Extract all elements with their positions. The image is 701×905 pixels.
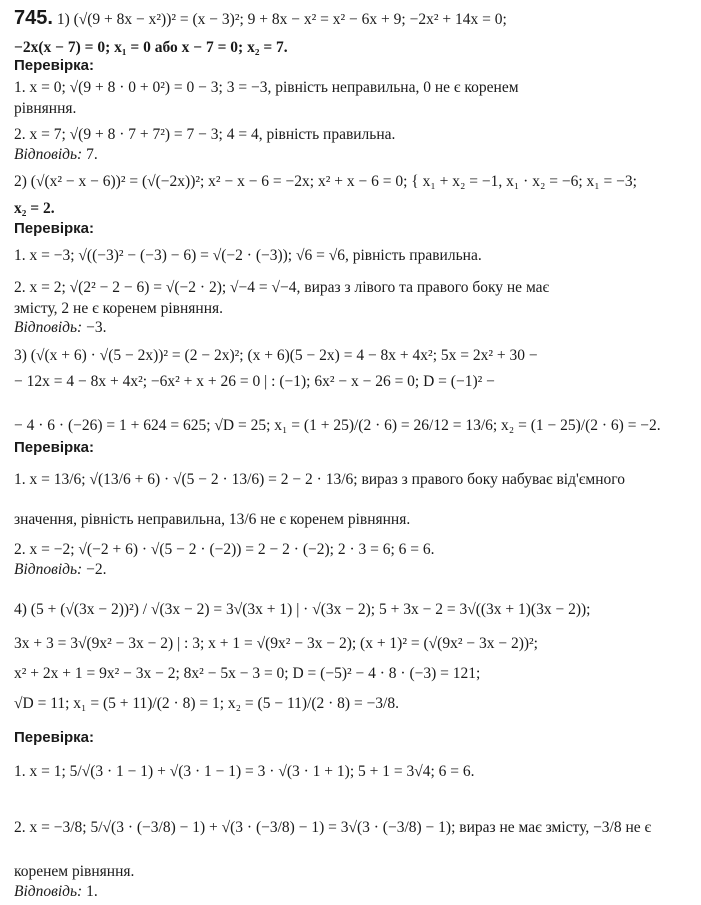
line-11: [14, 246, 687, 266]
line-4: [14, 78, 687, 98]
line-16: [14, 372, 687, 392]
line-17: [14, 416, 687, 436]
equation-text: 2. x = −2; √(−2 + 6) · √(5 − 2 · (−2)) = 2 − 2 · (−2); 2 · 3 = 6; 6 = 6.: [14, 541, 435, 558]
equation-text: 2. x = 2; √(2² − 2 − 6) = √(−2 · 2); √−4 = √−4, вираз з лівого та правого боку не має: [14, 279, 550, 296]
line-3: [14, 56, 687, 76]
equation-text: 1) (√(9 + 8x − x²))² = (x − 3)²; 9 + 8x − x² = x² − 6x + 9; −2x² + 14x = 0;: [52, 11, 507, 28]
equation-text: 1. x = 0; √(9 + 8 · 0 + 0²) = 0 − 3; 3 = −3, рівність неправильна, 0 не є коренем: [14, 79, 519, 96]
problem-number: 745.: [14, 8, 53, 29]
equation-text: 3x + 3 = 3√(9x² − 3x − 2) | : 3; x + 1 = √(9x² − 3x − 2); (x + 1)² = (√(9x² − 3x − 2))²;: [14, 635, 538, 652]
equation-text: x² + 2x + 1 = 9x² − 3x − 2; 8x² − 5x − 3 = 0; D = (−5)² − 4 · 8 · (−3) = 121;: [14, 665, 481, 682]
equation-text: 3) (√(x + 6) · √(5 − 2x))² = (2 − 2x)²; (x + 6)(5 − 2x) = 4 − 8x + 4x²; 5x = 2x² + 30 −: [14, 347, 538, 364]
answer-value: 7.: [82, 146, 98, 163]
equation-text: значення, рівність неправильна, 13/6 не є коренем рівняння.: [14, 511, 411, 528]
check-label: Перевірка:: [14, 729, 95, 746]
equation-text: 2. x = 7; √(9 + 8 · 7 + 7²) = 7 − 3; 4 = 4, рівність правильна.: [14, 126, 396, 143]
line-9: [14, 199, 687, 219]
line-5: [14, 99, 687, 119]
line-15: [14, 346, 687, 366]
answer-label: Відповідь:: [14, 319, 83, 336]
answer-label: Відповідь:: [14, 883, 83, 900]
answer-label: Відповідь:: [14, 561, 83, 578]
equation-text: коренем рівняння.: [14, 863, 135, 880]
equation-text: 2. x = −3/8; 5/√(3 · (−3/8) − 1) + √(3 · (−3/8) − 1) = 3√(3 · (−3/8) − 1); вираз не має змісту, −3/8 не є: [14, 819, 652, 836]
line-31: [14, 882, 687, 902]
line-19: [14, 470, 687, 490]
check-label: Перевірка:: [14, 57, 95, 74]
line-23: [14, 600, 687, 620]
line-30: [14, 862, 687, 882]
line-26: [14, 694, 687, 714]
answer-value: −2.: [82, 561, 107, 578]
equation-text: 1. x = 13/6; √(13/6 + 6) · √(5 − 2 · 13/6) = 2 − 2 · 13/6; вираз з правого боку набуває від'ємного: [14, 471, 626, 488]
line-6: [14, 125, 687, 145]
equation-text: x₂ = 2.: [14, 200, 55, 217]
line-24: [14, 634, 687, 654]
line-28: [14, 762, 687, 782]
line-1: [14, 8, 687, 30]
equation-text: − 4 · 6 · (−26) = 1 + 624 = 625; √D = 25; x₁ = (1 + 25)/(2 · 6) = 26/12 = 13/6; x₂ = (1 − 25)/(2 · 6) = −2.: [14, 417, 661, 434]
answer-value: −3.: [82, 319, 107, 336]
check-label: Перевірка:: [14, 439, 95, 456]
line-13: [14, 299, 687, 319]
equation-text: 1. x = −3; √((−3)² − (−3) − 6) = √(−2 · (−3)); √6 = √6, рівність правильна.: [14, 247, 482, 264]
equation-text: 2) (√(x² − x − 6))² = (√(−2x))²; x² − x − 6 = −2x; x² + x − 6 = 0; { x₁ + x₂ = −1, x₁ · x₂ = −6; x₁ = −3;: [14, 173, 637, 190]
line-8: [14, 172, 687, 192]
equation-text: −2x(x − 7) = 0; x₁ = 0 або x − 7 = 0; x₂ = 7.: [14, 39, 288, 56]
line-10: [14, 219, 687, 239]
line-27: [14, 728, 687, 748]
line-21: [14, 540, 687, 560]
line-22: [14, 560, 687, 580]
line-25: [14, 664, 687, 684]
check-label: Перевірка:: [14, 220, 95, 237]
line-18: [14, 438, 687, 458]
equation-text: √D = 11; x₁ = (5 + 11)/(2 · 8) = 1; x₂ = (5 − 11)/(2 · 8) = −3/8.: [14, 695, 399, 712]
equation-text: рівняння.: [14, 100, 77, 117]
equation-text: змісту, 2 не є коренем рівняння.: [14, 300, 223, 317]
line-14: [14, 318, 687, 338]
equation-text: 4) (5 + (√(3x − 2))²) / √(3x − 2) = 3√(3x + 1) | · √(3x − 2); 5 + 3x − 2 = 3√((3x + 1)(3x − 2));: [14, 601, 591, 618]
answer-value: 1.: [82, 883, 98, 900]
equation-text: − 12x = 4 − 8x + 4x²; −6x² + x + 26 = 0 | : (−1); 6x² − x − 26 = 0; D = (−1)² −: [14, 373, 495, 390]
line-12: [14, 278, 687, 298]
line-29: [14, 818, 687, 838]
line-2: [14, 38, 687, 58]
answer-label: Відповідь:: [14, 146, 83, 163]
equation-text: 1. x = 1; 5/√(3 · 1 − 1) + √(3 · 1 − 1) = 3 · √(3 · 1 + 1); 5 + 1 = 3√4; 6 = 6.: [14, 763, 475, 780]
line-20: [14, 510, 687, 530]
line-7: [14, 145, 687, 165]
